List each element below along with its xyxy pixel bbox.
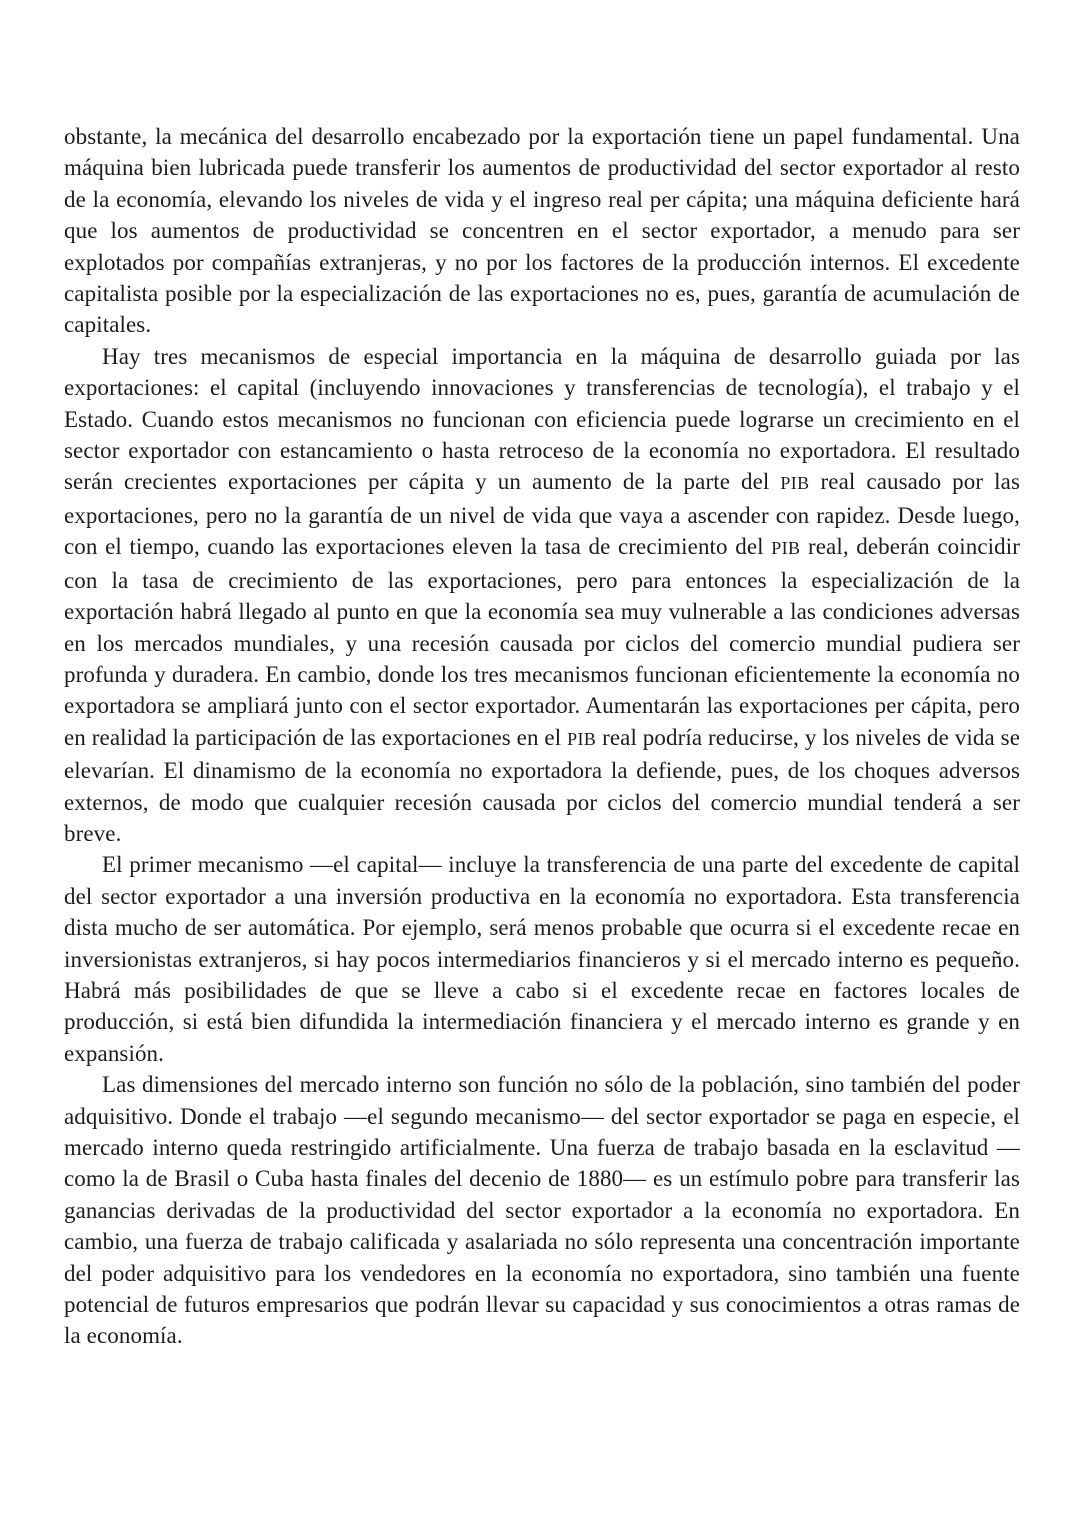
paragraph [64,1069,1020,1352]
paragraph [64,849,1020,1069]
text-segment: real causado por las exportaciones, pero no la garantía de un nivel de vida que vaya a ascender con rapidez. Desde luego, con el tiempo, cuando las exportaciones eleven la tasa de crecimiento del [64,469,1020,560]
text-segment: Las dimensiones del mercado interno son función no sólo de la población, sino también del poder adquisitivo. Donde el trabajo —el segundo mecanismo— del sector exportador se paga en especie, el mercado interno queda restringido artificialmente. Una fuerza de trabajo basada en la esclavitud —como la de Brasil o Cuba hasta finales del decenio de 1880— es un estímulo pobre para transferir las ganancias derivadas de la productividad del sector exportador a la economía no exportadora. En cambio, una fuerza de trabajo calificada y asalariada no sólo representa una concentración importante del poder adquisitivo para los vendedores en la economía no exportadora, sino también una fuente potencial de futuros empresarios que podrán llevar su capacidad y sus conocimientos a otras ramas de la economía. [64,1072,1020,1349]
text-segment: El primer mecanismo —el capital— incluye la transferencia de una parte del excedente de capital del sector exportador a una inversión productiva en la economía no exportadora. Esta transferencia dista mucho de ser automática. Por ejemplo, será menos probable que ocurra si el excedente recae en inversionistas extranjeros, si hay pocos intermediarios financieros y si el mercado interno es pequeño. Habrá más posibilidades de que se lleve a cabo si el excedente recae en factores locales de producción, si está bien difundida la intermediación financiera y el mercado interno es grande y en expansión. [64,852,1020,1066]
paragraph [64,341,1020,850]
text-segment: obstante, la mecánica del desarrollo encabezado por la exportación tiene un papel fundamental. Una máquina bien lubricada puede transferir los aumentos de productividad del sector exportador al resto de la economía, elevando los niveles de vida y el ingreso real per cápita; una máquina deficiente hará que los aumentos de productividad se concentren en el sector exportador, a menudo para ser explotados por compañías extranjeras, y no por los factores de la producción internos. El excedente capitalista posible por la especialización de las exportaciones no es, pues, garantía de acumulación de capitales. [64,124,1020,338]
text-segment: Hay tres mecanismos de especial importancia en la máquina de desarrollo guiada por las exportaciones: el capital (incluyendo innovaciones y transferencias de tecnología), el trabajo y el Estado. Cuando estos mecanismos no funcionan con eficiencia puede lograrse un crecimiento en el sector exportador con estancamiento o hasta retroceso de la economía no exportadora. El resultado serán crecientes exportaciones per cápita y un aumento de la parte del [64,343,1020,495]
smallcaps-acronym: PIB [771,538,801,559]
smallcaps-acronym: PIB [567,728,597,749]
smallcaps-acronym: PIB [780,473,810,494]
body-text [64,121,1020,1352]
paragraph [64,121,1020,341]
text-segment: real podría reducirse, y los niveles de vida se elevarían. El dinamismo de la economía no exportadora la defiende, pues, de los choques adversos externos, de modo que cualquier recesión causada por ciclos del comercio mundial tenderá a ser breve. [64,724,1020,846]
text-segment: real, deberán coincidir con la tasa de crecimiento de las exportaciones, pero para entonces la especialización de la exportación habrá llegado al punto en que la economía sea muy vulnerable a las condiciones adversas en los mercados mundiales, y una recesión causada por ciclos del comercio mundial pudiera ser profunda y duradera. En cambio, donde los tres mecanismos funcionan eficientemente la economía no exportadora se ampliará junto con el sector exportador. Aumentarán las exportaciones per cápita, pero en realidad la participación de las exportaciones en el [64,534,1020,750]
